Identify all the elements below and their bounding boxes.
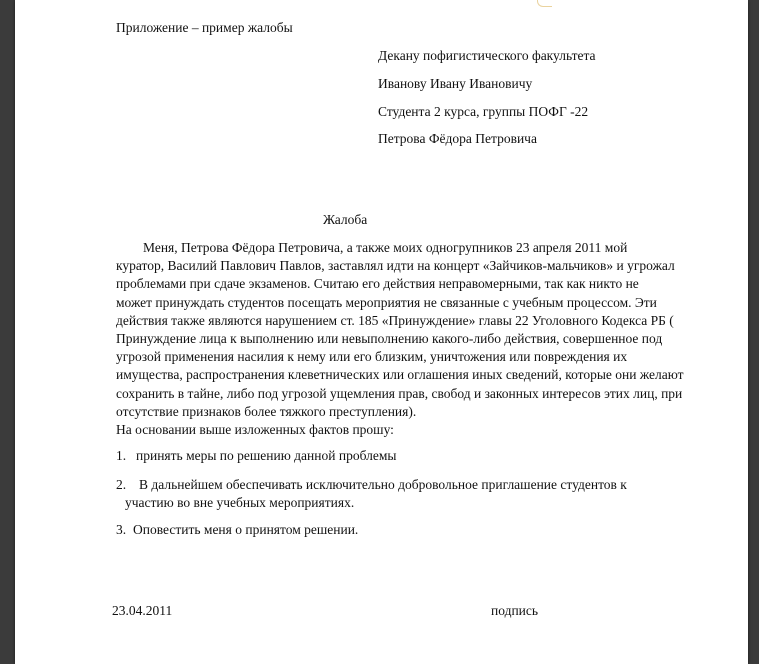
document-page xyxy=(15,0,748,664)
body-line: Меня, Петрова Фёдора Петровича, а также моих одногрупников 23 апреля 2011 мой xyxy=(143,240,628,255)
request-item-1: принять меры по решению данной проблемы xyxy=(136,448,397,463)
body-line: Принуждение лица к выполнению или невыполнению какого-либо действия, совершенное под xyxy=(116,331,663,347)
request-item-2-line-1: В дальнейшем обеспечивать исключительно добровольное приглашение студентов к xyxy=(139,477,627,492)
addressee-line-4: Петрова Фёдора Петровича xyxy=(378,131,537,146)
addressee-line-3: Студента 2 курса, группы ПОФГ -22 xyxy=(378,104,589,119)
request-number-1: 1. xyxy=(116,448,127,463)
body-line: угрозой применения насилия к нему или его близким, уничтожения или повреждения их xyxy=(116,349,628,365)
body-line: куратор, Василий Павлович Павлов, заставлял идти на концерт «Зайчиков-мальчиков» и угрожал xyxy=(116,258,675,274)
corner-watermark xyxy=(537,0,552,7)
complaint-body xyxy=(116,239,684,421)
body-line: отсутствие признаков более тяжкого преступления). xyxy=(116,403,417,419)
addressee-line-2: Иванову Ивану Ивановичу xyxy=(378,76,533,91)
appendix-label: Приложение – пример жалобы xyxy=(116,20,293,35)
body-line: сохранить в тайне, либо под угрозой ущемления прав, свобод и законных интересов этих лиц, при xyxy=(116,385,683,401)
document-date: 23.04.2011 xyxy=(112,603,173,618)
request-intro: На основании выше изложенных фактов прошу: xyxy=(116,422,394,437)
body-line: может принуждать студентов посещать мероприятия не связанные с учебным процессом. Эти xyxy=(116,294,657,310)
body-line: действия также являются нарушением ст. 185 «Принуждение» главы 22 Уголовного Кодекса РБ ( xyxy=(116,312,674,328)
body-line: имущества, распространения клеветнических или оглашения иных сведений, которые они желают xyxy=(116,367,684,383)
addressee-line-1: Декану пофигистического факультета xyxy=(378,48,596,63)
request-item-2-line-2: участию во вне учебных мероприятиях. xyxy=(125,495,355,510)
request-item-3: Оповестить меня о принятом решении. xyxy=(133,522,359,537)
document-title: Жалоба xyxy=(323,212,368,227)
request-number-3: 3. xyxy=(116,522,127,537)
request-number-2: 2. xyxy=(116,477,127,492)
body-line: проблемами при сдаче экзаменов. Считаю его действия неправомерными, так как никто не xyxy=(116,276,639,292)
signature-label: подпись xyxy=(491,603,539,618)
